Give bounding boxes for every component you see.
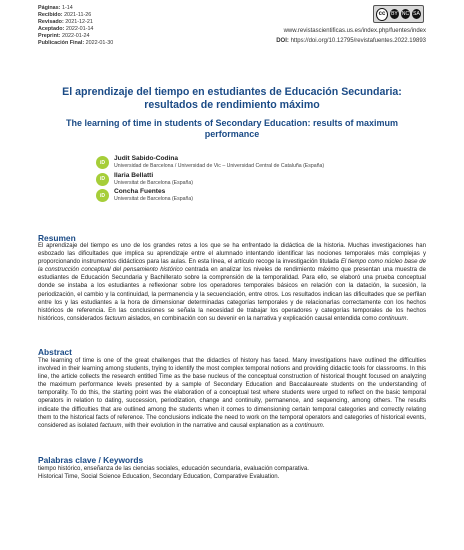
orcid-icon[interactable]: iD — [96, 189, 109, 202]
by-icon: BY — [391, 11, 398, 17]
date-label: Aceptado: — [38, 26, 65, 32]
abstract-text-part: , with their evolution in the narrative and causal explanation as a — [121, 422, 295, 429]
keywords-spanish: tiempo histórico, enseñanza de las ciencias sociales, educación secundaria, evaluación comparativa. — [38, 466, 309, 472]
keywords-heading: Palabras clave / Keywords — [38, 455, 144, 465]
date-value: 1-14 — [61, 5, 73, 11]
date-value: 2022-01-14 — [65, 26, 94, 32]
resumen-text-part: centrada en analizar los niveles de rendimiento máximo que presentan una muestra de estudiantes de Educación Secundaria y Bachillerato sobre la comprensión de la temporalidad. Para ello, se elaboró una prueba conceptual donde se instaba a los estudiantes a reflexionar sobre los operadores temporales básicos en relación con la datación, la sucesión, la periodización, el cambio y la continuidad, la permanencia y la secuenciación, entre otros. Los resultados indican las dificultades que se perfilan entre los y las estudiantes a la hora de dimensionar determinadas categorías temporales y de relacionarlas correctamente con los hechos históricos de referencia. En las conclusiones se señala la necesidad de trabajar los operadores y categorías temporales de los hechos históricos, considerados — [38, 267, 426, 322]
orcid-icon[interactable]: iD — [96, 156, 109, 169]
date-value: 2022-01-30 — [85, 40, 114, 46]
doi-line — [276, 37, 426, 47]
sa-icon: SA — [413, 11, 420, 17]
date-row — [38, 33, 113, 40]
cc-license-badge[interactable] — [373, 5, 424, 23]
date-row — [38, 26, 113, 33]
doi-link[interactable]: https://doi.org/10.12795/revistafuentes.2022.19893 — [290, 37, 426, 44]
research-title: El tiempo como núcleo base de la construcción conceptual del pensamiento histórico — [38, 259, 426, 274]
orcid-icon[interactable]: iD — [96, 173, 109, 186]
journal-links — [276, 27, 426, 46]
author-affiliation: Universidad de Barcelona / Universidad de Vic – Universidad Central de Cataluña (España) — [114, 163, 325, 169]
article-dates — [38, 5, 113, 47]
date-label: Recibido: — [38, 12, 63, 18]
title-english: The learning of time in students of Secondary Education: results of maximum performance — [65, 118, 399, 139]
date-label: Publicación Final: — [38, 40, 85, 46]
date-value: 2021-11-26 — [64, 12, 92, 18]
author-item — [96, 188, 324, 203]
author-affiliation: Universitat de Barcelona (España) — [114, 196, 194, 202]
date-row — [38, 5, 113, 12]
date-value: 2022-01-24 — [61, 33, 90, 39]
resumen-text-part: aislados, en combinación con su devenir en la narrativa y explicación causal entendida como — [126, 315, 379, 322]
date-value: 2021-12-21 — [65, 19, 93, 25]
date-row — [38, 12, 113, 19]
author-name: Ilaria Bellatti — [114, 171, 154, 179]
abstract-text-part: The learning of time is one of the great challenges that the didactics of history has faced. Many investigations have outlined the difficulties involved in their learning among students, trying to identify the most complex temporal notions and providing didactic tools for classrooms. In this line, the article collects the research entitled Time as the base nucleus of the conceptual construction of historical thought focused on analyzing the maximum performance levels presented by a sample of Secondary Education and Baccalaureate students on the understanding of temporality. To do this, the starting point was the elaboration of a conceptual test where students were urged to reflect on the basic temporal operators in relation to dating, succession, periodization, change and continuity, permanence, and sequencing, among others. The results indicate the difficulties that are outlined among the students when it comes to dimensioning certain temporal categories and correctly relating them to the historical facts of reference. The conclusions indicate the need to work on the temporal operators and categories of historical events, considered as isolated — [38, 358, 426, 429]
emphasis-term: continuum — [294, 422, 323, 429]
date-row — [38, 40, 113, 47]
author-affiliation: Universitat de Barcelona (España) — [114, 179, 194, 186]
author-item — [96, 172, 324, 187]
doi-label: DOI: — [276, 37, 289, 44]
abstract-heading: Abstract — [38, 347, 72, 357]
author-item — [96, 155, 324, 170]
abstract-text — [38, 357, 426, 430]
emphasis-term: continuum — [378, 315, 407, 322]
emphasis-term: factuum — [99, 422, 122, 429]
date-row — [38, 19, 113, 26]
authors-list — [96, 155, 324, 205]
title-spanish: El aprendizaje del tiempo en estudiantes de Educación Secundaria: resultados de rendimiento máximo — [62, 86, 402, 111]
emphasis-term: factuum — [104, 315, 127, 322]
date-label: Preprint: — [38, 33, 61, 39]
journal-url[interactable]: www.revistascientificas.us.es/index.php/fuentes/index — [283, 28, 426, 34]
resumen-heading: Resumen — [38, 233, 76, 243]
author-name: Judit Sabido-Codina — [114, 155, 179, 162]
nc-icon: NC — [401, 11, 410, 17]
cc-icon: cc — [376, 8, 388, 21]
abstract-text-part: . — [322, 422, 325, 429]
date-label: Revisado: — [38, 19, 64, 25]
resumen-text — [38, 242, 426, 323]
resumen-text-part: . — [406, 315, 409, 322]
date-label: Páginas: — [38, 5, 61, 11]
keywords-english: Historical Time, Social Science Education, Secondary Education, Comparative Evaluation. — [38, 474, 280, 480]
author-name: Concha Fuentes — [114, 188, 166, 195]
resumen-text-part: El aprendizaje del tiempo es uno de los grandes retos a los que se ha enfrentado la didáctica de la historia. Muchas investigaciones han esbozado las dificultades que implica su aprendizaje entre el alumnado intentando identificar las nociones temporales más complejas y proporcionando instrumentos didácticos para las aulas. En esta línea, el artículo recoge la investigación titulada — [38, 243, 426, 266]
